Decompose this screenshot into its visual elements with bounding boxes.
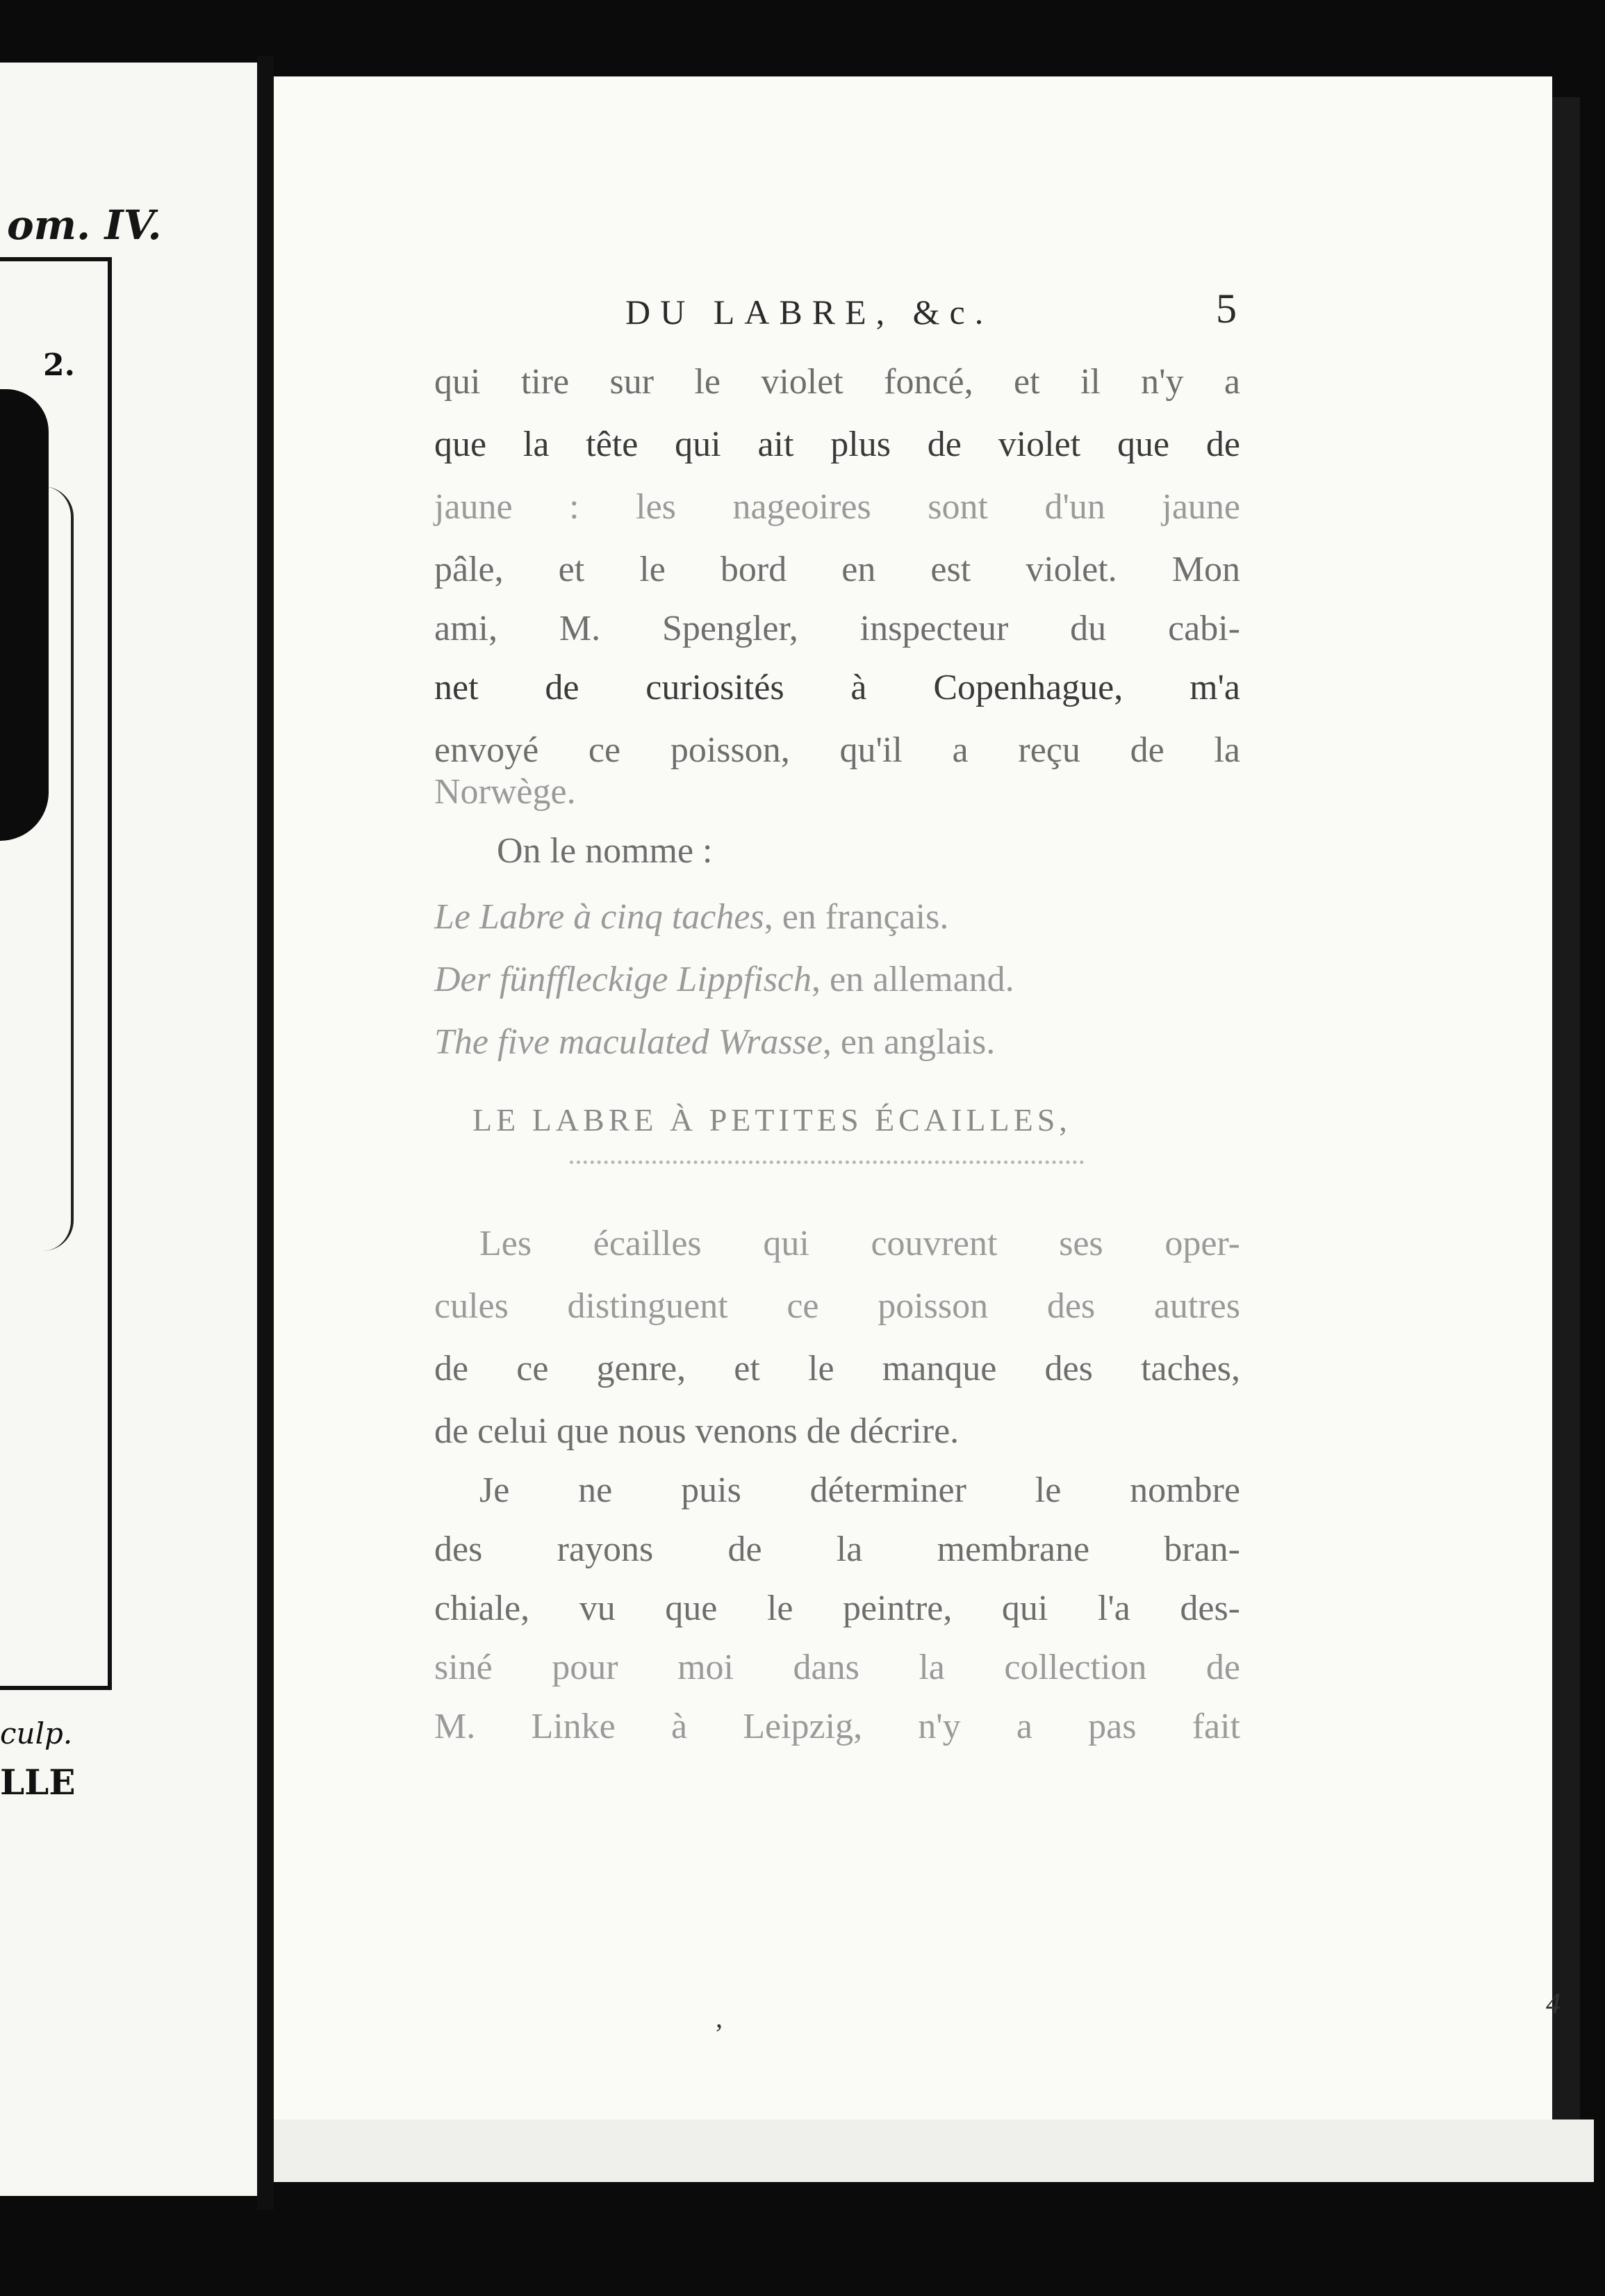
text-line: que la tête qui ait plus de violet que de — [434, 425, 1240, 464]
text-line: Norwège. — [434, 772, 576, 812]
text-line: jaune : les nageoires sont d'un jaune — [434, 487, 1240, 527]
name-entry — [434, 959, 1240, 1001]
engraver-credit: culp. — [0, 1716, 73, 1750]
plate-volume-label: om. IV. — [7, 202, 162, 249]
name-english: The five maculated Wrasse — [434, 1022, 823, 1062]
text-line: M. Linke à Leipzig, n'y a pas fait — [434, 1707, 1240, 1746]
text-line: cules distinguent ce poisson des autres — [434, 1286, 1240, 1326]
text-line: des rayons de la membrane bran- — [434, 1530, 1240, 1569]
text-line: envoyé ce poisson, qu'il a reçu de la — [434, 730, 1240, 770]
fish-illustration — [0, 389, 49, 841]
fish-fin-illustration — [43, 486, 74, 1251]
plate-caption: LLE — [0, 1762, 76, 1803]
text-line: Les écailles qui couvrent ses oper- — [479, 1224, 1240, 1263]
text-line: pâle, et le bord en est violet. Mon — [434, 550, 1240, 589]
text-line: ami, M. Spengler, inspecteur du cabi- — [434, 609, 1240, 648]
book-gutter — [257, 56, 274, 2210]
text-line: chiale, vu que le peintre, qui l'a des- — [434, 1589, 1240, 1628]
name-lang: , en anglais. — [822, 1022, 996, 1062]
names-intro: On le nomme : — [497, 831, 713, 871]
name-lang: , en allemand. — [812, 960, 1014, 999]
name-french: Le Labre à cinq taches — [434, 897, 764, 937]
page-bottom — [274, 2119, 1594, 2182]
ink-speck: , — [716, 2002, 723, 2033]
text-line: net de curiosités à Copenhague, m'a — [434, 668, 1240, 707]
name-entry — [434, 1022, 1240, 1063]
plate-figure-number: 2. — [43, 347, 75, 383]
latin-name-faded — [570, 1161, 1084, 1171]
text-line: Je ne puis déterminer le nombre — [479, 1470, 1240, 1510]
text-line: qui tire sur le violet foncé, et il n'y a — [434, 362, 1240, 402]
page-corner-mark: 4 — [1546, 1988, 1561, 2020]
name-entry — [434, 896, 1240, 938]
section-heading: LE LABRE À PETITES ÉCAILLES, — [472, 1102, 1071, 1138]
name-german: Der fünffleckige Lippfisch — [434, 960, 812, 999]
page-number: 5 — [1216, 286, 1237, 331]
text-line: de ce genre, et le manque des taches, — [434, 1349, 1240, 1388]
running-head: DU LABRE, &c. — [625, 293, 994, 331]
name-lang: , en français. — [764, 897, 949, 937]
page-edge — [1552, 97, 1580, 2175]
text-line: de celui que nous venons de décrire. — [434, 1411, 960, 1451]
text-line: siné pour moi dans la collection de — [434, 1648, 1240, 1687]
